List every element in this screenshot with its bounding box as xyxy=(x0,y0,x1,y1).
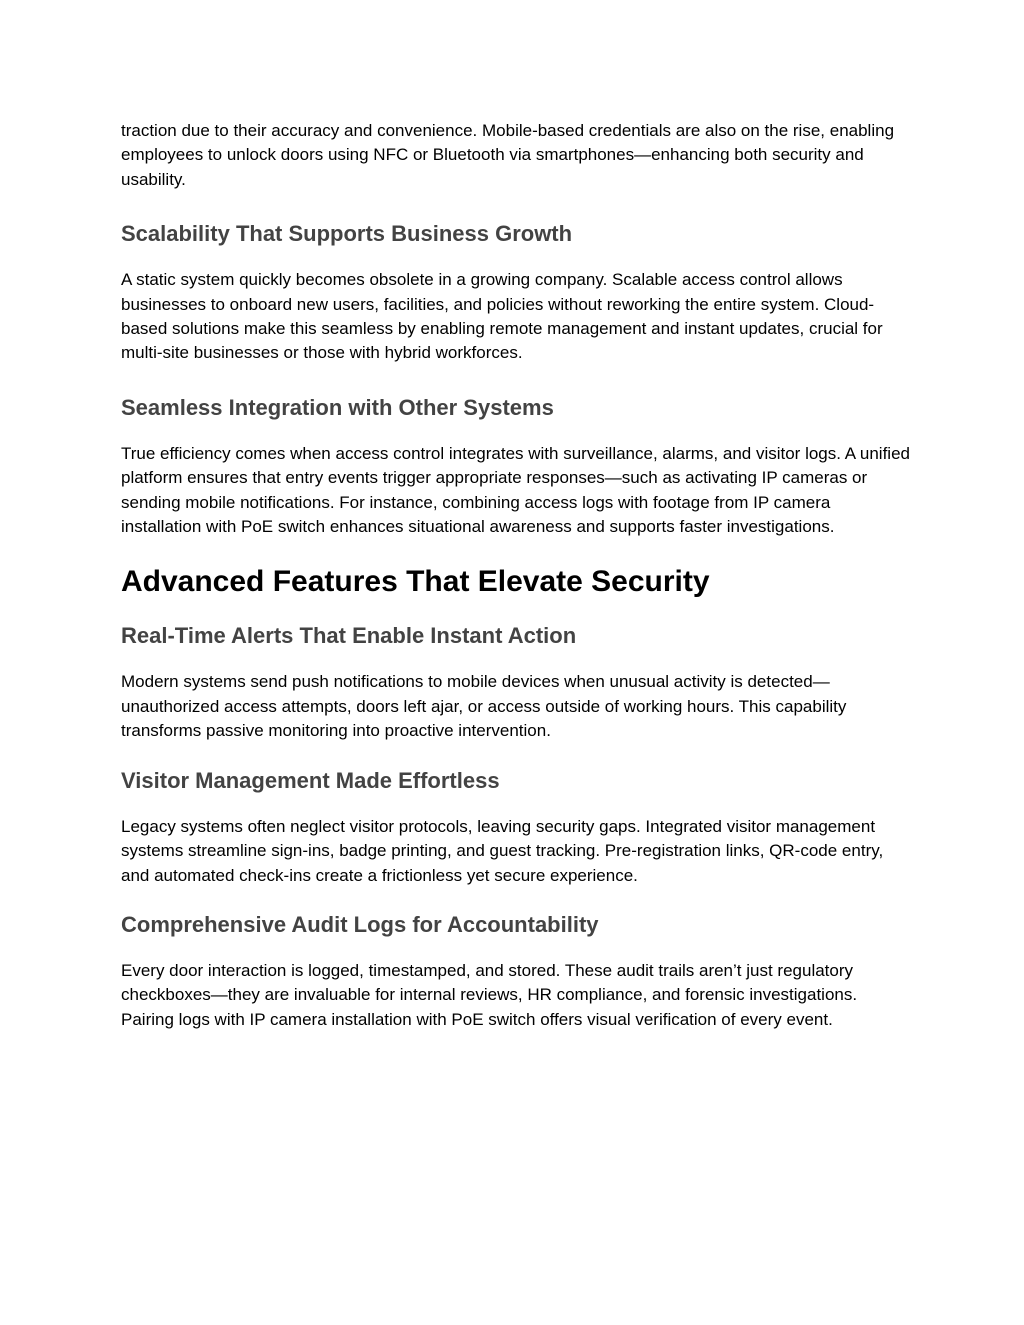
paragraph-visitor-management: Legacy systems often neglect visitor protocols, leaving security gaps. Integrated visitor management systems streamline sign-ins, badge printing, and guest tracking. Pre-registration links, QR-code entry, and automated check-ins create a frictionless yet secure experience. xyxy=(121,816,884,885)
heading-scalability: Scalability That Supports Business Growth xyxy=(121,221,573,247)
paragraph-integration: True efficiency comes when access control integrates with surveillance, alarms, and visitor logs. A unified platform ensures that entry events trigger appropriate responses—such as activating IP cameras or sending mobile notifications. For instance, combining access logs with footage from IP camera installation with PoE switch enhances situational awareness and supports faster investigations. xyxy=(121,443,910,537)
heading-integration: Seamless Integration with Other Systems xyxy=(121,394,554,420)
heading-visitor-management: Visitor Management Made Effortless xyxy=(121,767,500,793)
intro-paragraph: traction due to their accuracy and convenience. Mobile-based credentials are also on the rise, enabling employees to unlock doors using NFC or Bluetooth via smartphones—enhancing both security and usability. xyxy=(121,121,895,189)
paragraph-real-time-alerts: Modern systems send push notifications to mobile devices when unusual activity is detected—unauthorized access attempts, doors left ajar, or access outside of working hours. This capability transforms passive monitoring into proactive intervention. xyxy=(121,672,847,741)
heading-advanced-features: Advanced Features That Elevate Security xyxy=(121,565,710,599)
document-body xyxy=(121,119,911,1032)
heading-real-time-alerts: Real-Time Alerts That Enable Instant Action xyxy=(121,623,577,649)
heading-audit-logs: Comprehensive Audit Logs for Accountability xyxy=(121,911,599,937)
paragraph-scalability: A static system quickly becomes obsolete in a growing company. Scalable access control allows businesses to onboard new users, facilities, and policies without reworking the entire system. Cloud-based solutions make this seamless by enabling remote management and instant updates, crucial for multi-site businesses or those with hybrid workforces. xyxy=(121,270,883,363)
paragraph-audit-logs: Every door interaction is logged, timestamped, and stored. These audit trails aren’t just regulatory checkboxes—they are invaluable for internal reviews, HR compliance, and forensic investigations. Pairing logs with IP camera installation with PoE switch offers visual verification of every event. xyxy=(121,960,858,1029)
